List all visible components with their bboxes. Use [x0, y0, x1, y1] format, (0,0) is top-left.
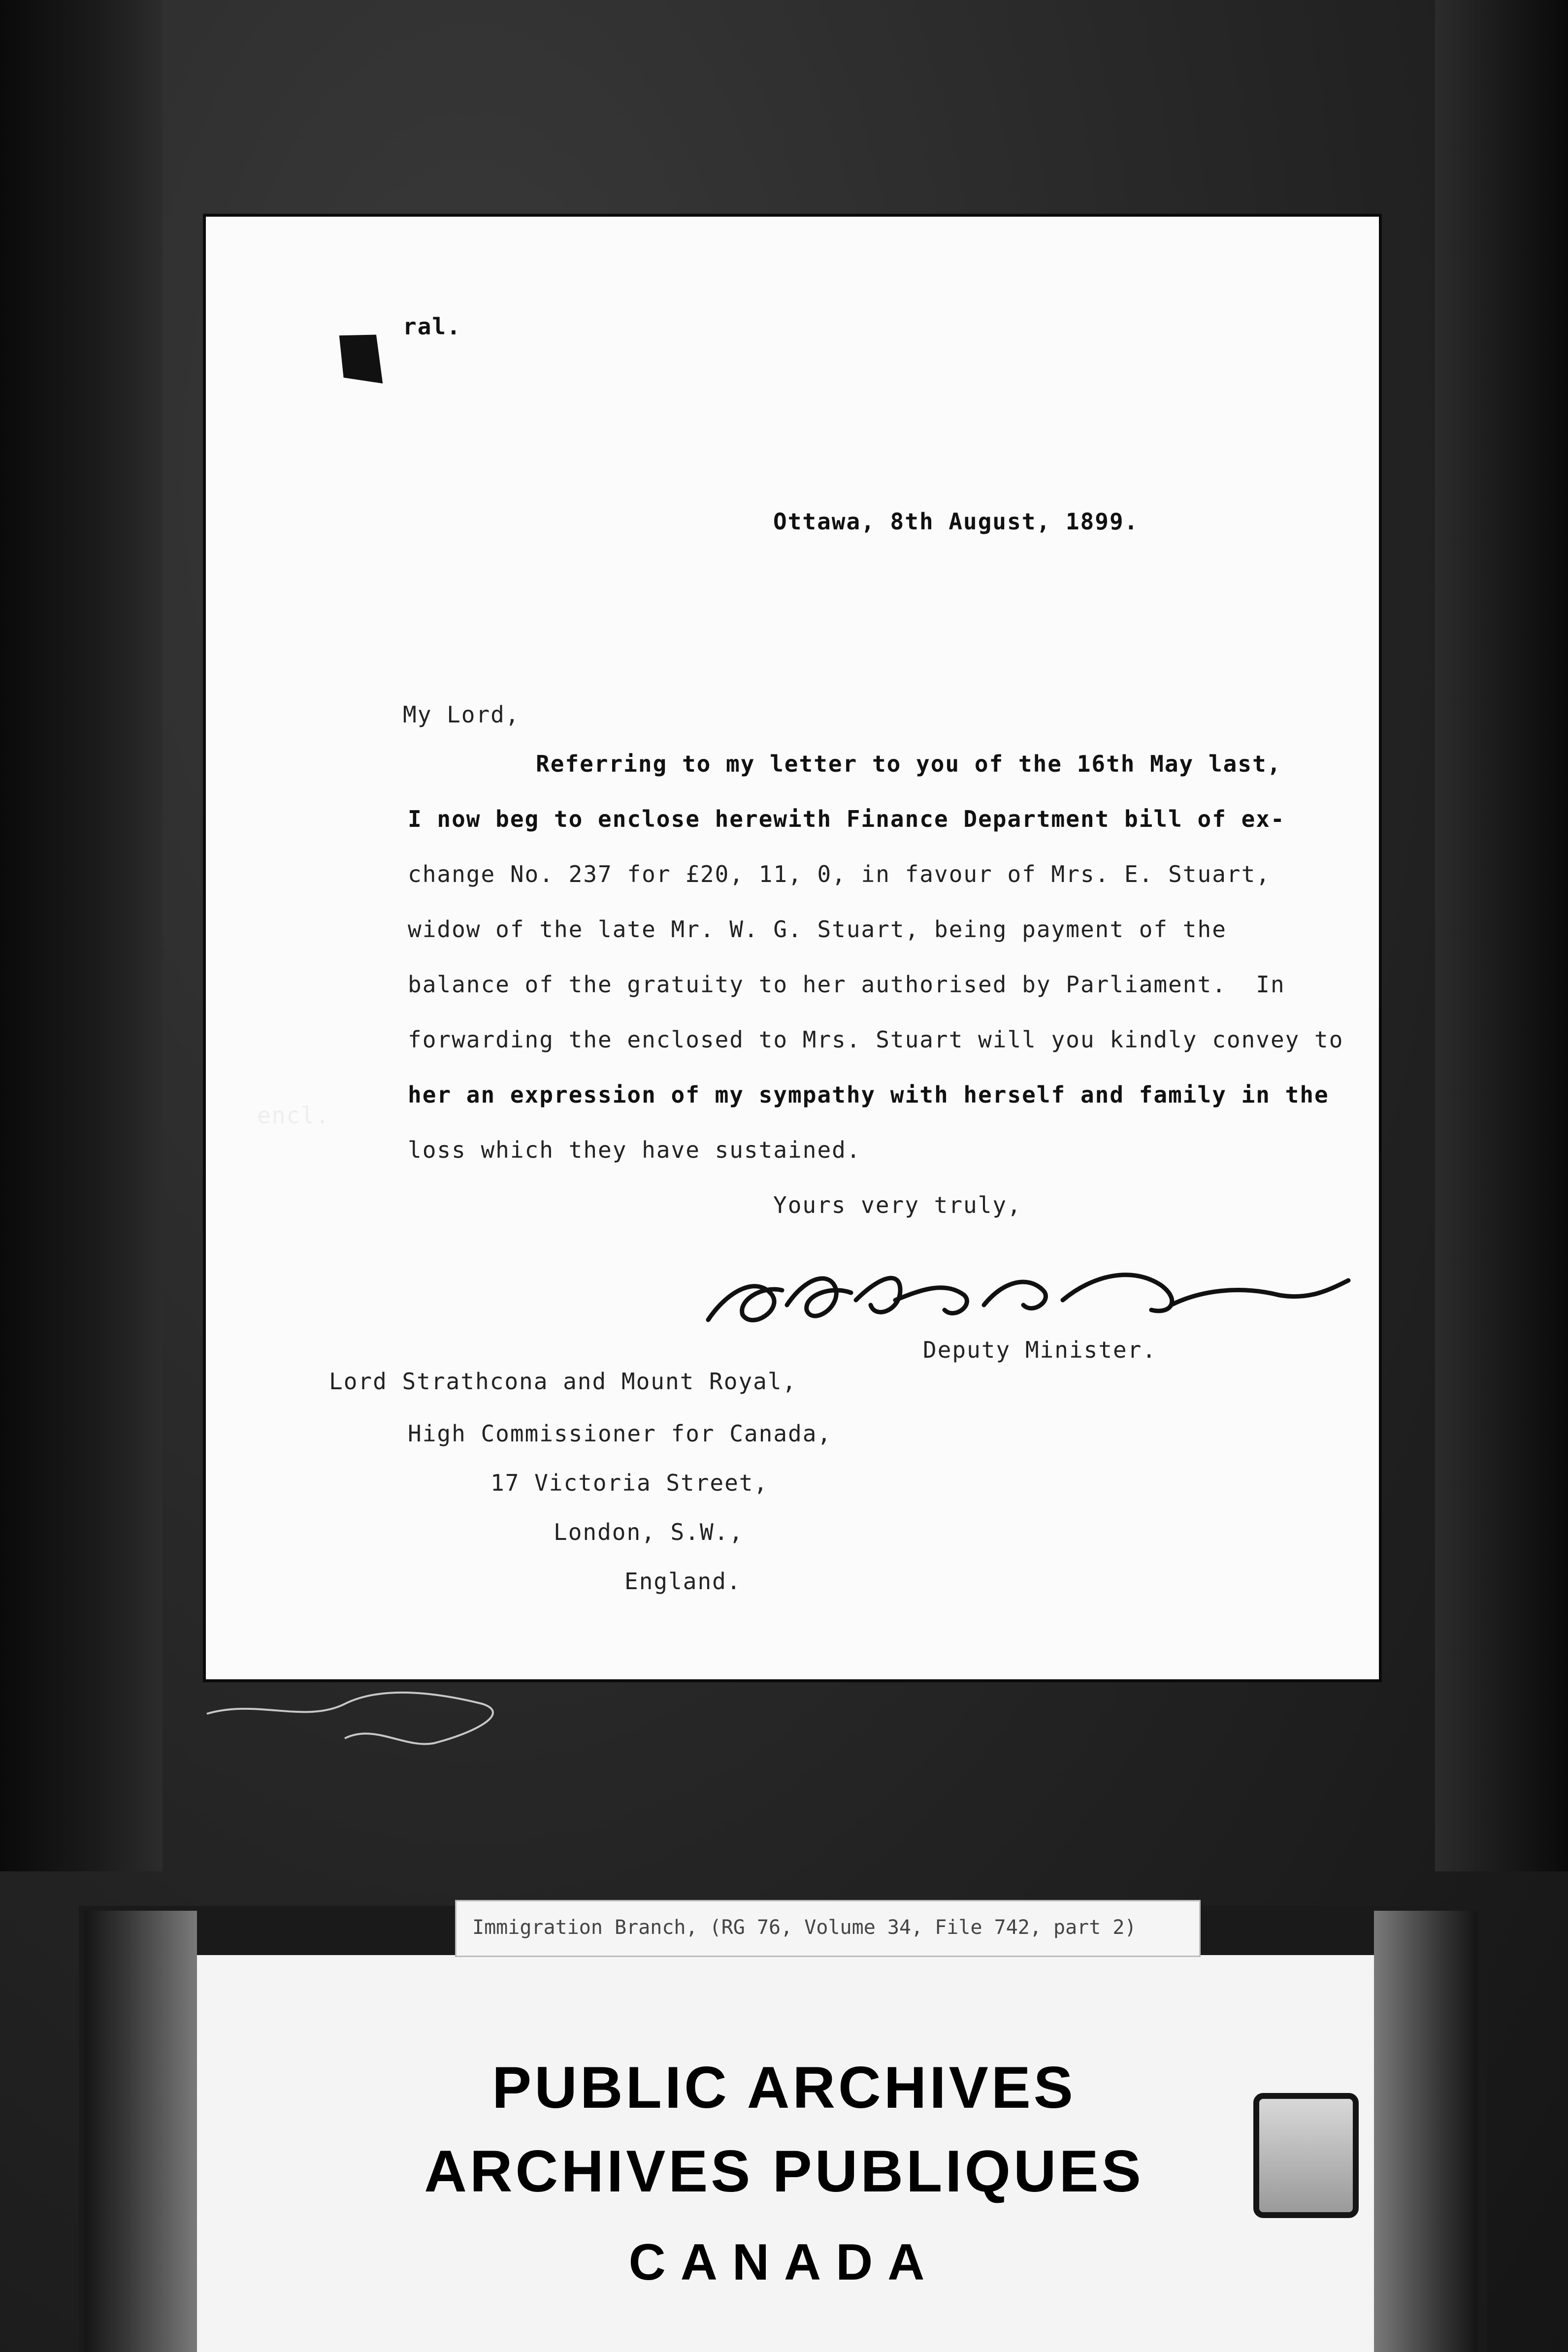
- film-clip: [1253, 2093, 1359, 2218]
- signature-text: A. G. Stuart: [688, 1347, 746, 1356]
- address-line-1: Lord Strathcona and Mount Royal,: [329, 1368, 797, 1395]
- reference-label-text: Immigration Branch, (RG 76, Volume 34, File 742, part 2): [472, 1916, 1137, 1939]
- page-tear-mark: [331, 325, 392, 394]
- body-line-8: loss which they have sustained.: [408, 1137, 861, 1163]
- body-line-1: Referring to my letter to you of the 16th May last,: [536, 751, 1282, 777]
- film-edge-right: [1435, 0, 1568, 1871]
- pencil-scribble: [197, 1645, 542, 1773]
- signer-title: Deputy Minister.: [923, 1337, 1157, 1363]
- body-line-2: I now beg to enclose herewith Finance Department bill of ex-: [408, 806, 1285, 832]
- body-line-7: her an expression of my sympathy with herself and family in the: [408, 1081, 1329, 1108]
- letter-page: [206, 217, 1379, 1679]
- body-line-4: widow of the late Mr. W. G. Stuart, being payment of the: [408, 916, 1227, 943]
- address-line-2: High Commissioner for Canada,: [408, 1420, 832, 1447]
- body-line-3: change No. 237 for £20, 11, 0, in favour of Mrs. E. Stuart,: [408, 861, 1271, 887]
- address-line-3: 17 Victoria Street,: [490, 1470, 769, 1496]
- margin-note: encl.: [257, 1102, 330, 1129]
- letter-reference: ral.: [403, 313, 461, 340]
- letter-dateline: Ottawa, 8th August, 1899.: [773, 508, 1139, 535]
- archive-line-3: CANADA: [628, 2234, 940, 2291]
- letter-salutation: My Lord,: [403, 701, 520, 728]
- body-line-5: balance of the gratuity to her authorised by Parliament. In: [408, 971, 1285, 998]
- archive-line-1: PUBLIC ARCHIVES: [492, 2055, 1076, 2121]
- address-line-4: London, S.W.,: [554, 1519, 744, 1545]
- reference-label: [455, 1900, 1201, 1957]
- body-line-6: forwarding the enclosed to Mrs. Stuart will you kindly convey to: [408, 1026, 1344, 1053]
- letter-closing: Yours very truly,: [773, 1192, 1022, 1218]
- address-line-5: England.: [624, 1568, 742, 1595]
- film-edge-left: [0, 0, 163, 1871]
- archive-line-2: ARCHIVES PUBLIQUES: [424, 2138, 1144, 2204]
